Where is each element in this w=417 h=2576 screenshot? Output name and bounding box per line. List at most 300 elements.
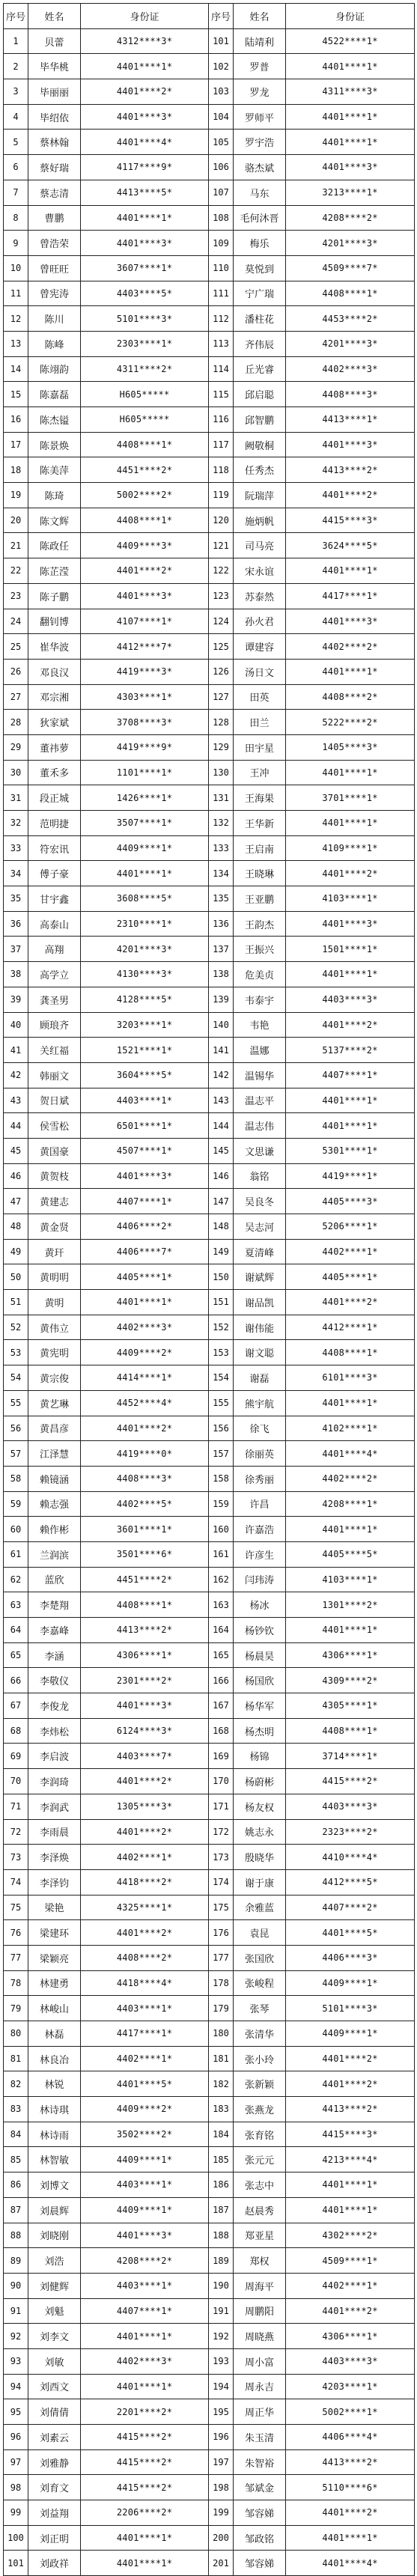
cell-id-left: 4401****1* — [81, 2525, 209, 2551]
cell-name-right: 吴良冬 — [234, 1189, 286, 1214]
cell-seq-left: 49 — [4, 1239, 28, 1264]
cell-seq-right: 196 — [209, 2425, 234, 2450]
cell-id-left: 4107****1* — [81, 609, 209, 634]
cell-name-right: 杨冰 — [234, 1592, 286, 1618]
cell-id-right: 4401****2* — [286, 2298, 415, 2324]
cell-seq-right: 199 — [209, 2500, 234, 2526]
table-row — [4, 306, 415, 332]
cell-id-left: 1426****1* — [81, 785, 209, 811]
cell-name-right: 许嘉浩 — [234, 1517, 286, 1542]
cell-id-left: 3507****1* — [81, 811, 209, 836]
table-row — [4, 1239, 415, 1264]
table-row — [4, 684, 415, 710]
cell-seq-right: 110 — [209, 255, 234, 281]
cell-seq-left: 35 — [4, 886, 28, 912]
cell-id-left: 4401****5* — [81, 2071, 209, 2097]
cell-name-right: 孙火君 — [234, 609, 286, 634]
cell-id-right: 4406****4* — [286, 2425, 415, 2450]
cell-name-right: 阮瑞萍 — [234, 483, 286, 508]
cell-name-right: 杨锦 — [234, 1744, 286, 1769]
cell-seq-left: 65 — [4, 1642, 28, 1668]
table-row — [4, 1693, 415, 1719]
table-row — [4, 1113, 415, 1139]
table-row — [4, 1466, 415, 1491]
table-row — [4, 281, 415, 306]
cell-id-right: 4403****3* — [286, 987, 415, 1012]
table-row — [4, 811, 415, 836]
cell-id-right: 5002****1* — [286, 2399, 415, 2425]
cell-name-left: 陈川 — [28, 306, 81, 332]
cell-id-left: 4409****2* — [81, 2097, 209, 2122]
cell-name-left: 林峻山 — [28, 1996, 81, 2021]
cell-seq-left: 76 — [4, 1920, 28, 1946]
cell-name-left: 狄家斌 — [28, 710, 81, 735]
cell-name-right: 文思谦 — [234, 1138, 286, 1163]
table-row — [4, 558, 415, 584]
cell-id-left: 1305****3* — [81, 1794, 209, 1819]
cell-name-right: 邱智鹏 — [234, 407, 286, 433]
cell-name-right: 张清华 — [234, 2021, 286, 2047]
cell-name-right: 王海果 — [234, 785, 286, 811]
cell-seq-right: 116 — [209, 407, 234, 433]
cell-id-left: 4452****4* — [81, 1390, 209, 1416]
cell-name-left: 刘李文 — [28, 2324, 81, 2349]
cell-id-left: H605***** — [81, 382, 209, 407]
cell-name-right: 周小富 — [234, 2348, 286, 2374]
cell-id-right: 4401****1* — [286, 760, 415, 785]
cell-name-right: 王启南 — [234, 835, 286, 861]
cell-name-right: 王冲 — [234, 760, 286, 785]
cell-name-left: 黄国豪 — [28, 1138, 81, 1163]
cell-seq-left: 21 — [4, 533, 28, 558]
cell-seq-left: 96 — [4, 2425, 28, 2450]
cell-name-right: 谢斌辉 — [234, 1264, 286, 1290]
cell-seq-right: 158 — [209, 1466, 234, 1491]
cell-id-right: 4407****2* — [286, 1895, 415, 1920]
cell-seq-right: 144 — [209, 1113, 234, 1139]
table-row — [4, 432, 415, 457]
cell-name-right: 邱启聪 — [234, 382, 286, 407]
table-row — [4, 255, 415, 281]
cell-name-right: 罗师平 — [234, 104, 286, 130]
cell-id-left: 3608****5* — [81, 886, 209, 912]
cell-name-right: 杨蔚彬 — [234, 1769, 286, 1794]
cell-id-left: 4407****1* — [81, 1189, 209, 1214]
cell-seq-right: 118 — [209, 457, 234, 483]
cell-id-left: 4312****3* — [81, 28, 209, 54]
cell-seq-right: 120 — [209, 508, 234, 533]
cell-id-left: 4406****7* — [81, 1239, 209, 1264]
table-row — [4, 28, 415, 54]
table-row — [4, 1517, 415, 1542]
cell-id-right: 4413****2* — [286, 2449, 415, 2475]
cell-name-right: 张元元 — [234, 2147, 286, 2172]
cell-seq-left: 20 — [4, 508, 28, 533]
cell-seq-right: 138 — [209, 962, 234, 987]
cell-name-left: 兰润滨 — [28, 1541, 81, 1567]
cell-seq-left: 59 — [4, 1491, 28, 1517]
cell-name-left: 林诗雨 — [28, 2122, 81, 2147]
table-row — [4, 2097, 415, 2122]
cell-id-right: 4109****1* — [286, 835, 415, 861]
cell-id-right: 4213****4* — [286, 2147, 415, 2172]
cell-name-right: 姚志永 — [234, 1819, 286, 1845]
cell-name-left: 陈文辉 — [28, 508, 81, 533]
cell-name-right: 韦泰宇 — [234, 987, 286, 1012]
cell-seq-right: 134 — [209, 861, 234, 886]
cell-name-left: 李雨晨 — [28, 1819, 81, 1845]
cell-seq-left: 40 — [4, 1012, 28, 1038]
cell-id-left: 4401****4* — [81, 130, 209, 155]
cell-name-left: 侯雪松 — [28, 1113, 81, 1139]
cell-seq-right: 102 — [209, 54, 234, 79]
cell-id-left: 4451****2* — [81, 1567, 209, 1592]
cell-id-left: 2201****2* — [81, 2399, 209, 2425]
cell-name-right: 郑亚星 — [234, 2223, 286, 2248]
cell-id-right: 4401****2* — [286, 2071, 415, 2097]
cell-seq-left: 77 — [4, 1945, 28, 1970]
cell-seq-right: 171 — [209, 1794, 234, 1819]
cell-id-left: 4401****3* — [81, 583, 209, 609]
table-row — [4, 2197, 415, 2223]
cell-name-right: 温娜 — [234, 1038, 286, 1063]
cell-id-left: 4418****2* — [81, 1869, 209, 1895]
cell-seq-right: 175 — [209, 1895, 234, 1920]
cell-name-left: 李泽焕 — [28, 1845, 81, 1870]
cell-name-right: 苏泰然 — [234, 583, 286, 609]
cell-name-right: 翁铭 — [234, 1163, 286, 1189]
cell-id-right: 4103****1* — [286, 1567, 415, 1592]
cell-seq-right: 201 — [209, 2551, 234, 2576]
cell-seq-right: 122 — [209, 558, 234, 584]
cell-name-left: 李俊龙 — [28, 1693, 81, 1719]
cell-name-left: 李炜松 — [28, 1718, 81, 1744]
cell-seq-right: 121 — [209, 533, 234, 558]
cell-seq-left: 79 — [4, 1996, 28, 2021]
cell-seq-left: 25 — [4, 634, 28, 660]
table-row — [4, 1769, 415, 1794]
cell-name-left: 林建勇 — [28, 1970, 81, 1996]
cell-name-left: 邓宗湘 — [28, 684, 81, 710]
cell-id-right: 4401****1* — [286, 659, 415, 684]
table-row — [4, 1541, 415, 1567]
table-row — [4, 104, 415, 130]
cell-name-left: 高学立 — [28, 962, 81, 987]
cell-name-right: 谢伟能 — [234, 1315, 286, 1340]
cell-name-left: 高泰山 — [28, 911, 81, 937]
table-row — [4, 2147, 415, 2172]
cell-name-right: 阙敬桐 — [234, 432, 286, 457]
cell-seq-left: 12 — [4, 306, 28, 332]
cell-seq-right: 136 — [209, 911, 234, 937]
cell-id-left: 2301****2* — [81, 1668, 209, 1693]
cell-seq-left: 70 — [4, 1769, 28, 1794]
cell-id-left: 4303****1* — [81, 684, 209, 710]
cell-name-right: 徐秀丽 — [234, 1466, 286, 1491]
table-row — [4, 1869, 415, 1895]
cell-id-left: 3501****6* — [81, 1541, 209, 1567]
cell-id-left: 4406****2* — [81, 1214, 209, 1240]
cell-seq-right: 162 — [209, 1567, 234, 1592]
cell-id-right: 4417****1* — [286, 583, 415, 609]
cell-name-right: 邹政铭 — [234, 2525, 286, 2551]
cell-name-right: 周晓燕 — [234, 2324, 286, 2349]
cell-name-right: 罗普 — [234, 54, 286, 79]
cell-seq-left: 6 — [4, 155, 28, 180]
table-row — [4, 130, 415, 155]
cell-id-left: 4419****0* — [81, 1441, 209, 1467]
table-row — [4, 1618, 415, 1643]
cell-name-right: 徐飞 — [234, 1416, 286, 1441]
cell-name-left: 刘素云 — [28, 2425, 81, 2450]
cell-id-right: 1301****2* — [286, 1592, 415, 1618]
table-row — [4, 1668, 415, 1693]
cell-id-left: 4409****1* — [81, 2147, 209, 2172]
cell-id-right: 4401****1* — [286, 2525, 415, 2551]
cell-seq-right: 193 — [209, 2348, 234, 2374]
cell-id-right: 4405****1* — [286, 1264, 415, 1290]
cell-name-right: 谢文聪 — [234, 1340, 286, 1365]
cell-seq-right: 135 — [209, 886, 234, 912]
table-row — [4, 1038, 415, 1063]
cell-seq-left: 78 — [4, 1970, 28, 1996]
cell-name-right: 汤日文 — [234, 659, 286, 684]
cell-seq-right: 159 — [209, 1491, 234, 1517]
table-row — [4, 457, 415, 483]
cell-name-right: 殷晓华 — [234, 1845, 286, 1870]
cell-name-left: 刘晓刚 — [28, 2223, 81, 2248]
cell-seq-right: 150 — [209, 1264, 234, 1290]
cell-id-right: 4403****3* — [286, 1794, 415, 1819]
cell-name-right: 王华新 — [234, 811, 286, 836]
cell-id-right: 4412****1* — [286, 1315, 415, 1340]
cell-id-right: 4306****1* — [286, 1642, 415, 1668]
table-row — [4, 937, 415, 962]
header-name-right: 姓名 — [234, 4, 286, 29]
table-row — [4, 659, 415, 684]
cell-name-left: 曾宪涛 — [28, 281, 81, 306]
cell-id-left: 4403****1* — [81, 2172, 209, 2198]
cell-seq-right: 164 — [209, 1618, 234, 1643]
table-row — [4, 79, 415, 105]
cell-name-left: 林锐 — [28, 2071, 81, 2097]
cell-name-left: 毕绍依 — [28, 104, 81, 130]
cell-name-right: 余雅蓝 — [234, 1895, 286, 1920]
cell-name-right: 邹斌金 — [234, 2475, 286, 2500]
cell-id-right: 4401****3* — [286, 911, 415, 937]
cell-name-left: 林诗琪 — [28, 2097, 81, 2122]
cell-seq-left: 23 — [4, 583, 28, 609]
cell-id-right: 4408****3* — [286, 382, 415, 407]
cell-seq-left: 39 — [4, 987, 28, 1012]
cell-id-right: 4401****4* — [286, 2551, 415, 2576]
cell-name-right: 毛何沐晋 — [234, 205, 286, 231]
cell-id-right: 4401****1* — [286, 1517, 415, 1542]
cell-seq-left: 91 — [4, 2298, 28, 2324]
table-row — [4, 835, 415, 861]
cell-seq-left: 26 — [4, 659, 28, 684]
cell-seq-left: 34 — [4, 861, 28, 886]
cell-name-right: 袁昆 — [234, 1920, 286, 1946]
roster-table-container — [3, 3, 414, 2576]
cell-name-right: 杨国欣 — [234, 1668, 286, 1693]
cell-name-right: 韦艳 — [234, 1012, 286, 1038]
table-row — [4, 1642, 415, 1668]
cell-seq-left: 63 — [4, 1592, 28, 1618]
cell-id-right: 4401****3* — [286, 155, 415, 180]
table-row — [4, 2324, 415, 2349]
cell-name-right: 朱玉清 — [234, 2425, 286, 2450]
cell-id-left: 4417****1* — [81, 2021, 209, 2047]
header-name-left: 姓名 — [28, 4, 81, 29]
cell-name-left: 黄建志 — [28, 1189, 81, 1214]
cell-id-left: 4419****9* — [81, 734, 209, 760]
cell-seq-left: 64 — [4, 1618, 28, 1643]
cell-id-right: 4208****2* — [286, 205, 415, 231]
cell-seq-right: 197 — [209, 2449, 234, 2475]
table-row — [4, 1970, 415, 1996]
cell-name-right: 罗龙 — [234, 79, 286, 105]
cell-seq-left: 101 — [4, 2551, 28, 2576]
cell-id-right: 4305****1* — [286, 1693, 415, 1719]
cell-id-right: 4409****1* — [286, 1970, 415, 1996]
cell-seq-right: 139 — [209, 987, 234, 1012]
cell-id-right: 4401****1* — [286, 54, 415, 79]
cell-name-left: 韩丽文 — [28, 1062, 81, 1088]
cell-seq-right: 154 — [209, 1365, 234, 1391]
cell-seq-left: 74 — [4, 1869, 28, 1895]
cell-name-left: 陈景焕 — [28, 432, 81, 457]
cell-seq-right: 156 — [209, 1416, 234, 1441]
cell-name-right: 谭建容 — [234, 634, 286, 660]
table-row — [4, 533, 415, 558]
cell-name-right: 王亚鹏 — [234, 886, 286, 912]
cell-name-left: 邓良汉 — [28, 659, 81, 684]
cell-name-right: 司马亮 — [234, 533, 286, 558]
cell-name-left: 林磊 — [28, 2021, 81, 2047]
cell-name-right: 潘柱花 — [234, 306, 286, 332]
cell-id-right: 6101****3* — [286, 1365, 415, 1391]
table-row — [4, 231, 415, 256]
cell-name-left: 刘倩倩 — [28, 2399, 81, 2425]
cell-id-right: 4401****2* — [286, 861, 415, 886]
cell-seq-left: 66 — [4, 1668, 28, 1693]
cell-seq-right: 174 — [209, 1869, 234, 1895]
table-row — [4, 1744, 415, 1769]
cell-id-right: 4401****1* — [286, 811, 415, 836]
cell-name-left: 曾旺旺 — [28, 255, 81, 281]
cell-seq-right: 198 — [209, 2475, 234, 2500]
cell-seq-right: 157 — [209, 1441, 234, 1467]
cell-seq-right: 149 — [209, 1239, 234, 1264]
cell-name-left: 李涵 — [28, 1642, 81, 1668]
table-row — [4, 2425, 415, 2450]
cell-name-right: 朱智裕 — [234, 2449, 286, 2475]
cell-id-right: 4403****3* — [286, 2348, 415, 2374]
cell-seq-right: 180 — [209, 2021, 234, 2047]
table-row — [4, 2551, 415, 2576]
cell-seq-left: 68 — [4, 1718, 28, 1744]
table-row — [4, 1315, 415, 1340]
cell-seq-right: 188 — [209, 2223, 234, 2248]
table-row — [4, 2046, 415, 2071]
cell-name-left: 曾浩荣 — [28, 231, 81, 256]
cell-id-left: 4401****3* — [81, 2223, 209, 2248]
cell-seq-right: 130 — [209, 760, 234, 785]
cell-name-left: 刘博文 — [28, 2172, 81, 2198]
cell-name-left: 董祎萝 — [28, 734, 81, 760]
cell-id-left: 4403****1* — [81, 2273, 209, 2298]
cell-id-left: 4402****1* — [81, 1845, 209, 1870]
cell-id-right: 4409****1* — [286, 2021, 415, 2047]
cell-seq-left: 18 — [4, 457, 28, 483]
table-row — [4, 1819, 415, 1845]
cell-id-left: 4451****2* — [81, 457, 209, 483]
cell-id-right: 4401****1* — [286, 1113, 415, 1139]
cell-seq-right: 137 — [209, 937, 234, 962]
cell-id-right: 1405****3* — [286, 734, 415, 760]
cell-seq-left: 43 — [4, 1088, 28, 1113]
cell-id-left: 4413****2* — [81, 1618, 209, 1643]
table-row — [4, 331, 415, 356]
cell-id-left: 6124****3* — [81, 1718, 209, 1744]
cell-id-left: 4408****1* — [81, 508, 209, 533]
cell-seq-right: 183 — [209, 2097, 234, 2122]
cell-seq-left: 32 — [4, 811, 28, 836]
cell-id-left: 4408****1* — [81, 432, 209, 457]
cell-id-right: 4410****4* — [286, 1845, 415, 1870]
cell-seq-right: 141 — [209, 1038, 234, 1063]
cell-id-right: 4401****2* — [286, 1290, 415, 1315]
cell-seq-left: 57 — [4, 1441, 28, 1467]
cell-seq-left: 31 — [4, 785, 28, 811]
cell-seq-right: 124 — [209, 609, 234, 634]
cell-name-right: 梅乐 — [234, 231, 286, 256]
cell-seq-left: 75 — [4, 1895, 28, 1920]
table-row — [4, 356, 415, 382]
cell-seq-right: 190 — [209, 2273, 234, 2298]
table-row — [4, 2374, 415, 2399]
cell-id-left: 4407****1* — [81, 2298, 209, 2324]
cell-seq-left: 90 — [4, 2273, 28, 2298]
cell-seq-left: 41 — [4, 1038, 28, 1063]
cell-id-right: 4509****1* — [286, 2248, 415, 2274]
cell-seq-right: 147 — [209, 1189, 234, 1214]
cell-name-left: 傅子豪 — [28, 861, 81, 886]
cell-id-left: 4130****3* — [81, 962, 209, 987]
cell-seq-left: 15 — [4, 382, 28, 407]
cell-seq-left: 86 — [4, 2172, 28, 2198]
cell-seq-right: 161 — [209, 1541, 234, 1567]
cell-name-right: 田英 — [234, 684, 286, 710]
cell-seq-left: 87 — [4, 2197, 28, 2223]
cell-seq-right: 165 — [209, 1642, 234, 1668]
cell-id-left: 4414****1* — [81, 1365, 209, 1391]
cell-name-right: 温志伟 — [234, 1113, 286, 1139]
cell-seq-right: 114 — [209, 356, 234, 382]
cell-name-right: 徐丽英 — [234, 1441, 286, 1467]
cell-id-left: 4408****3* — [81, 1466, 209, 1491]
cell-id-right: 5110****6* — [286, 2475, 415, 2500]
cell-id-left: 4401****1* — [81, 1290, 209, 1315]
cell-id-right: 4415****2* — [286, 1769, 415, 1794]
cell-name-left: 李泽钧 — [28, 1869, 81, 1895]
cell-id-right: 4401****1* — [286, 1088, 415, 1113]
cell-seq-right: 131 — [209, 785, 234, 811]
cell-seq-left: 97 — [4, 2449, 28, 2475]
cell-id-right: 4401****2* — [286, 483, 415, 508]
cell-seq-left: 5 — [4, 130, 28, 155]
